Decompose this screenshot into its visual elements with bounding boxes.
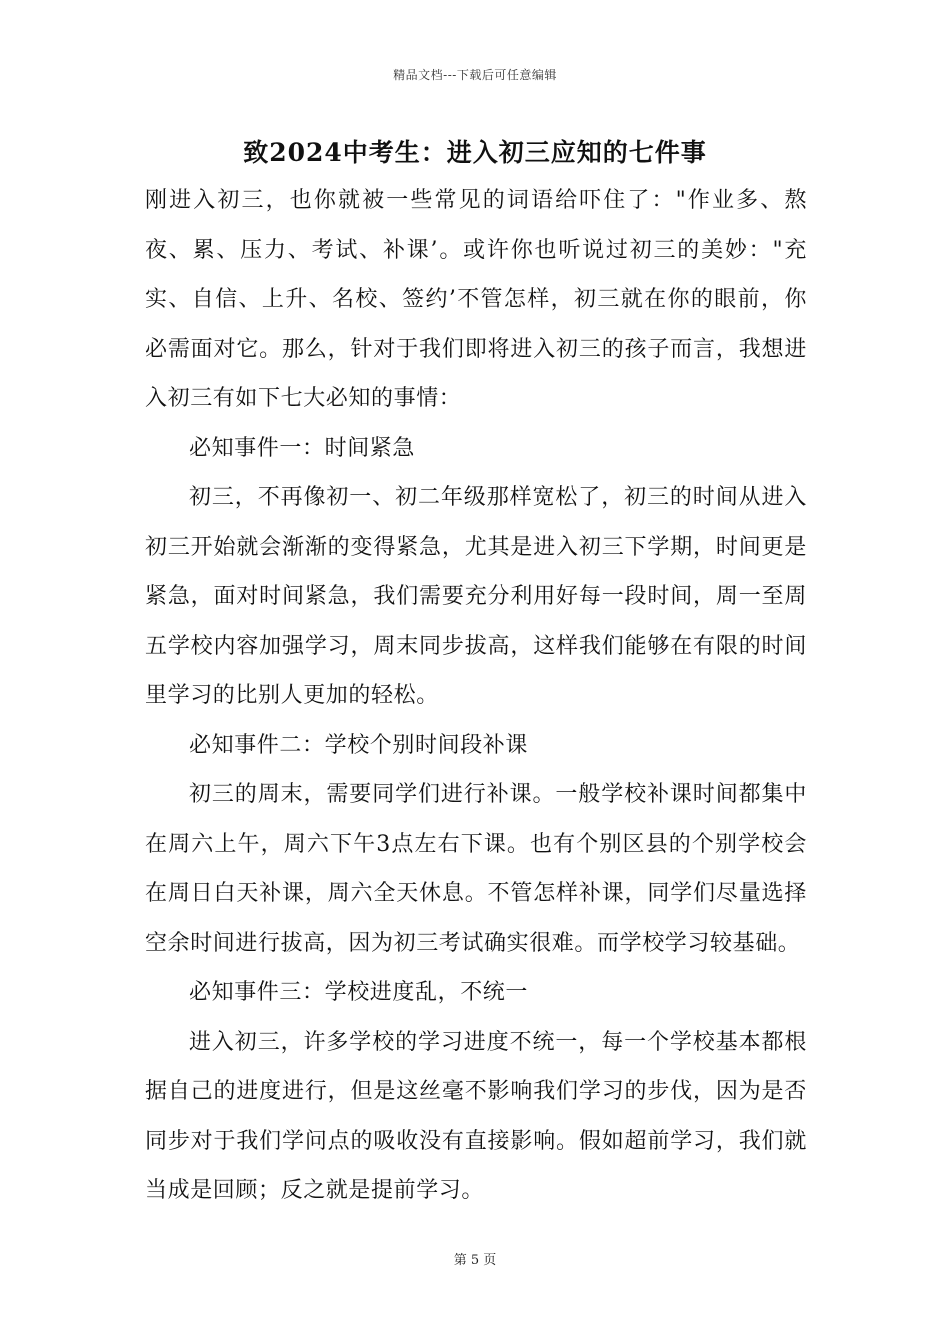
section-paragraph-2: 初三的周末，需要同学们进行补课。一般学校补课时间都集中在周六上午，周六下午3点左右下课。也有个别区县的个别学校会在周日白天补课，周六全天休息。不管怎样补课，同学们尽量选择空余时间进行拔高，因为初三考试确实很难。而学校学习较基础。	[145, 782, 807, 956]
page-number: 第 5 页	[453, 1253, 497, 1268]
document-title: 致2024中考生：进入初三应知的七件事	[243, 138, 707, 167]
section-heading-2: 必知事件二：学校个别时间段补课	[189, 732, 529, 758]
section-heading-1: 必知事件一：时间紧急	[189, 435, 416, 461]
document-header: 精品文档---下载后可任意编辑	[393, 68, 557, 82]
section-heading-3: 必知事件三：学校进度乱，不统一	[189, 980, 529, 1005]
section-paragraph-3: 进入初三，许多学校的学习进度不统一，每一个学校基本都根据自己的进度进行，但是这丝毫不影响我们学习的步伐，因为是否同步对于我们学问点的吸收没有直接影响。假如超前学习，我们就当成是回顾；反之就是提前学习。	[145, 1029, 807, 1203]
document-body	[145, 176, 807, 1216]
section-paragraph-1: 初三，不再像初一、初二年级那样宽松了，初三的时间从进入初三开始就会渐渐的变得紧急，尤其是进入初三下学期，时间更是紧急，面对时间紧急，我们需要充分利用好每一段时间，周一至周五学校内容加强学习，周末同步拔高，这样我们能够在有限的时间里学习的比别人更加的轻松。	[145, 485, 807, 708]
intro-paragraph: 刚进入初三，也你就被一些常见的词语给吓住了："作业多、熬夜、累、压力、考试、补课’。或许你也听说过初三的美妙："充实、自信、上升、名校、签约’不管怎样，初三就在你的眼前，你必需面对它。那么，针对于我们即将进入初三的孩子而言，我想进入初三有如下七大必知的事情：	[145, 188, 807, 411]
